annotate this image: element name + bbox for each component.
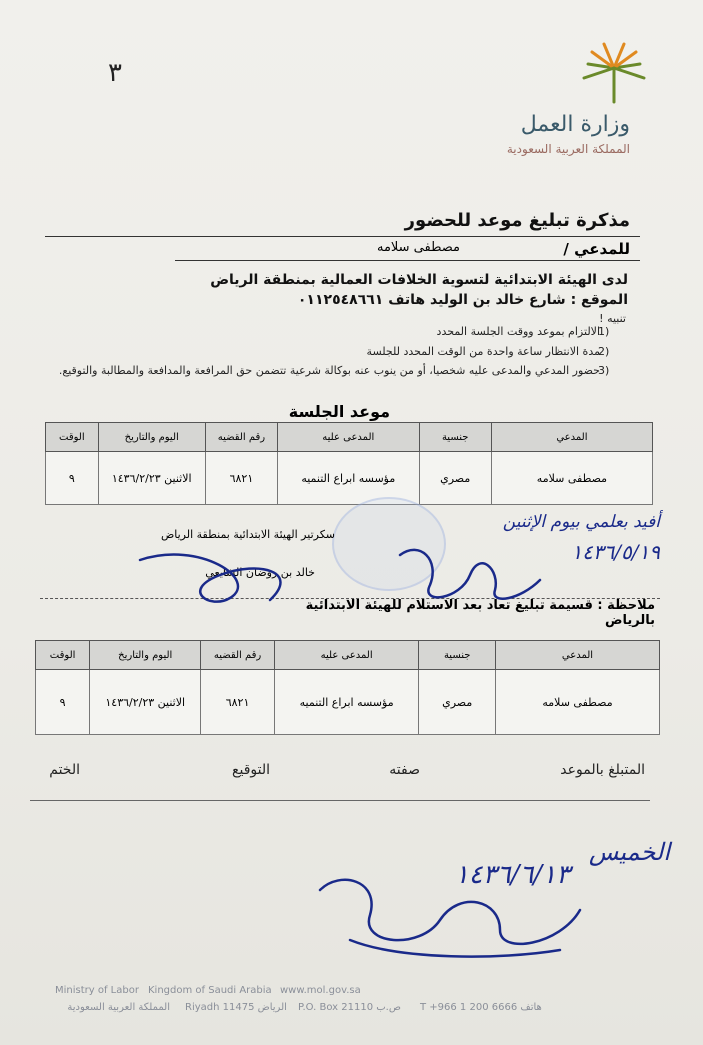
cell-time: ٩ xyxy=(36,670,90,735)
cell-nationality: مصري xyxy=(419,452,491,505)
signature-label: التوقيع xyxy=(232,762,270,778)
notice-title: مذكرة تبليغ موعد للحضور xyxy=(404,210,630,231)
plaintiff-label: للمدعي / xyxy=(563,240,630,258)
footer-pobox: P.O. Box 21110 ص.ب xyxy=(298,1002,401,1013)
capacity-label: صفته xyxy=(389,762,420,778)
note-item: الالتزام بموعد ووقت الجلسة المحدد xyxy=(436,325,600,338)
plaintiff-name: مصطفى سلامه xyxy=(376,240,460,255)
handwritten-date: ١٤٣٦/٥/١٩ xyxy=(571,540,660,564)
note-number: 1) xyxy=(598,325,610,338)
note-item: حضور المدعي والمدعى عليه شخصيا، أو من ينوب عنه بوكالة شرعية تتضمن حق المرافعة والمدافعة والمطالبة والتوقيع. xyxy=(58,364,600,377)
location-line: الموقع : شارع خالد بن الوليد هاتف ٠١١٢٥٤٨٦٦١ xyxy=(297,292,628,308)
remark-line: ملاحظة : قسيمة تبليغ تعاد بعد الاستلام للهيئة الابتدائية بالرياض xyxy=(305,598,655,628)
session-heading: موعد الجلسة xyxy=(288,402,390,421)
col-header: اليوم والتاريخ xyxy=(90,641,201,670)
footer-phone: T +966 1 200 6666 هاتف xyxy=(420,1002,542,1013)
cell-date: الاثنين ١٤٣٦/٢/٢٣ xyxy=(90,670,201,735)
col-header: المدعى عليه xyxy=(278,423,419,452)
col-header: المدعي xyxy=(495,641,659,670)
cell-case-number: ٦٨٢١ xyxy=(201,670,275,735)
col-header: المدعي xyxy=(491,423,652,452)
secretary-name: خالد بن روضان الشايعي xyxy=(205,566,315,579)
bottom-signature xyxy=(320,880,580,944)
seal-label: الختم xyxy=(49,762,80,778)
cell-plaintiff: مصطفى سلامه xyxy=(495,670,659,735)
kingdom-name: المملكة العربية السعودية xyxy=(506,142,630,156)
col-header: رقم القضيه xyxy=(201,641,275,670)
handwritten-day: الخميس xyxy=(588,838,670,866)
cell-defendant: مؤسسه ابراع التنميه xyxy=(278,452,419,505)
authority-line: لدى الهيئة الابتدائية لتسوية الخلافات العمالية بمنطقة الرياض xyxy=(210,272,628,288)
handwritten-acknowledgement: أفيد بعلمي بيوم الإثنين xyxy=(502,512,660,532)
secretary-signature xyxy=(140,555,280,602)
col-header: جنسية xyxy=(419,641,496,670)
cell-date: الاثنين ١٤٣٦/٢/٢٣ xyxy=(98,452,205,505)
notified-label: المتبلغ بالموعد xyxy=(560,762,645,778)
cell-nationality: مصري xyxy=(419,670,496,735)
note-label: تنبيه ! xyxy=(599,312,626,325)
cell-defendant: مؤسسه ابراع التنميه xyxy=(274,670,419,735)
footer-kingdom-en: Kingdom of Saudi Arabia xyxy=(148,985,272,996)
ministry-name: وزارة العمل xyxy=(520,112,630,137)
col-header: اليوم والتاريخ xyxy=(98,423,205,452)
note-number: 3) xyxy=(598,364,610,377)
footer-ministry-en: Ministry of Labor xyxy=(55,985,139,996)
col-header: الوقت xyxy=(46,423,99,452)
col-header: الوقت xyxy=(36,641,90,670)
handwritten-date-bottom: ١٤٣٦/٦/١٣ xyxy=(454,860,570,890)
note-number: 2) xyxy=(598,345,610,358)
col-header: المدعى عليه xyxy=(274,641,419,670)
col-header: رقم القضيه xyxy=(205,423,277,452)
top-signature xyxy=(400,550,540,599)
secretary-title: سكرتير الهيئة الابتدائية بمنطقة الرياض xyxy=(160,528,335,541)
cell-time: ٩ xyxy=(46,452,99,505)
page-number: ٣ xyxy=(108,58,122,88)
note-item: مدة الانتظار ساعة واحدة من الوقت المحدد للجلسة xyxy=(366,345,600,358)
footer-kingdom-ar: المملكة العربية السعودية xyxy=(67,1002,170,1013)
footer-city: Riyadh 11475 الرياض xyxy=(185,1002,287,1013)
col-header: جنسية xyxy=(419,423,491,452)
cell-plaintiff: مصطفى سلامه xyxy=(491,452,652,505)
cell-case-number: ٦٨٢١ xyxy=(205,452,277,505)
footer-website: www.mol.gov.sa xyxy=(280,985,361,996)
